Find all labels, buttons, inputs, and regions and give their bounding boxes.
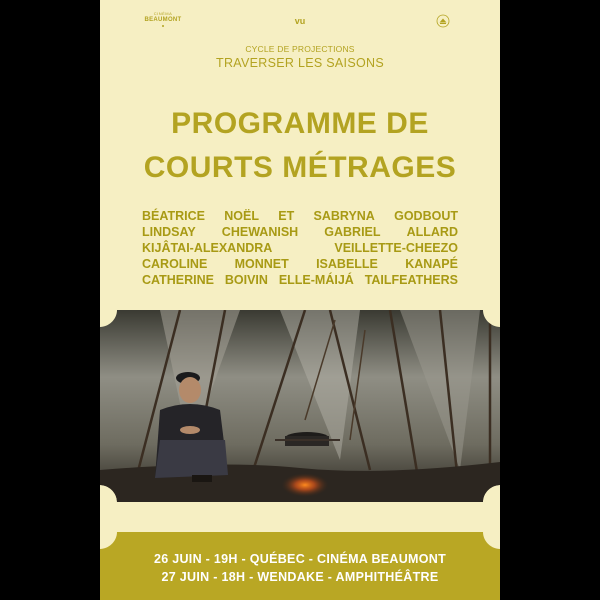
filmmaker-word: GODBOUT <box>394 209 458 223</box>
filmmaker-word: TAILFEATHERS <box>364 273 458 287</box>
filmmaker-word: ET <box>278 209 295 223</box>
film-still <box>100 310 500 502</box>
filmmaker-word: GABRIEL <box>324 225 381 239</box>
screenings-footer <box>100 532 500 600</box>
cinema-beaumont-logo <box>138 12 188 27</box>
poster <box>100 0 500 600</box>
filmmaker-word: CATHERINE <box>142 273 214 287</box>
filmmaker-word: BOIVIN <box>224 273 268 287</box>
vu-logo: vu <box>294 16 306 26</box>
logo-left-name: BEAUMONT <box>144 17 182 23</box>
filmmaker-word: ALLARD <box>406 225 458 239</box>
filmmakers-row <box>142 272 458 288</box>
filmmaker-word: ISABELLE <box>316 257 378 271</box>
filmmaker-word: CAROLINE <box>142 257 208 271</box>
title-line-2: COURTS MÉTRAGES <box>143 151 457 184</box>
filmmakers-row <box>142 208 458 224</box>
screening-2: 27 JUIN - 18H - WENDAKE - AMPHITHÉÂTRE <box>161 570 439 584</box>
filmmaker-word: VEILLETTE-CHEEZO <box>334 241 458 255</box>
filmmaker-word: SABRYNA <box>313 209 375 223</box>
filmmaker-word: MONNET <box>234 257 289 271</box>
series-title: TRAVERSER LES SAISONS <box>216 56 384 70</box>
filmmakers-row <box>142 240 458 256</box>
filmmaker-word: ELLE-MÁIJÁ <box>278 273 354 287</box>
screening-1: 26 JUIN - 19H - QUÉBEC - CINÉMA BEAUMONT <box>153 552 447 566</box>
film-still-image <box>100 310 500 502</box>
filmmaker-word: KANAPÉ <box>405 257 458 271</box>
footer-background <box>100 532 500 600</box>
filmmakers-row <box>142 224 458 240</box>
filmmaker-word: NOËL <box>224 209 259 223</box>
cycle-label: CYCLE DE PROJECTIONS <box>245 44 355 54</box>
filmmaker-word: BÉATRICE <box>142 209 205 223</box>
program-title <box>100 102 500 190</box>
logo-dot <box>162 25 164 27</box>
filmmaker-word: CHEWANISH <box>221 225 299 239</box>
filmmakers-list <box>142 208 458 288</box>
filmmaker-word: KIJÂTAI-ALEXANDRA <box>142 241 273 255</box>
logo-left-small: CINÉMA <box>153 11 173 16</box>
title-line-1: PROGRAMME DE <box>171 107 429 140</box>
filmmaker-word: LINDSAY <box>142 225 196 239</box>
emblem-icon <box>436 14 450 28</box>
filmmakers-row <box>142 256 458 272</box>
